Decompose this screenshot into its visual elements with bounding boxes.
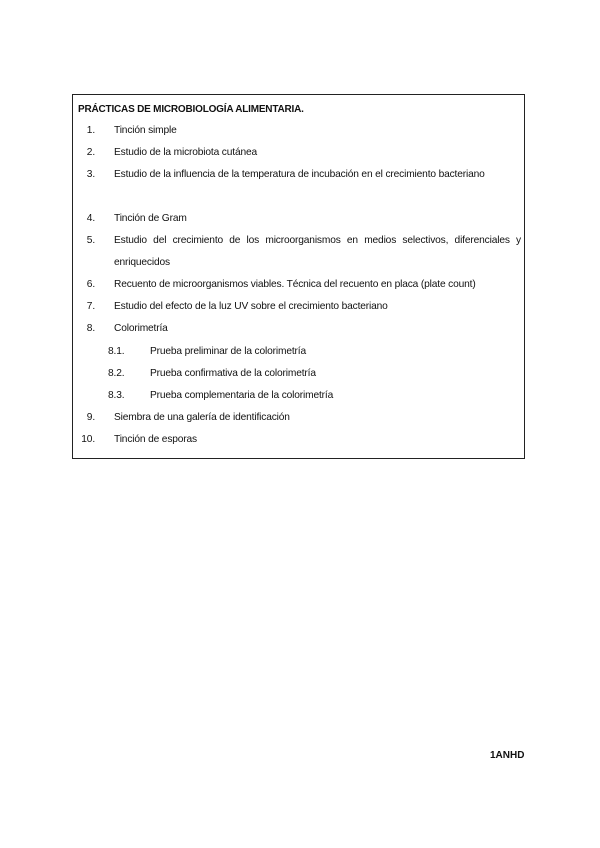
item-text: Colorimetría (114, 323, 168, 334)
item-number: 2. (86, 147, 95, 158)
item-text: Tinción de esporas (114, 434, 197, 445)
item-text: Siembra de una galería de identificación (114, 412, 290, 423)
item-text: Tinción de Gram (114, 213, 187, 224)
item-text: Tinción simple (114, 125, 177, 136)
sub-item-number: 8.2. (108, 368, 125, 379)
sub-item-text: Prueba preliminar de la colorimetría (150, 346, 306, 357)
item-text: Estudio del efecto de la luz UV sobre el crecimiento bacteriano (114, 301, 388, 312)
item-number: 6. (86, 279, 95, 290)
document-title: PRÁCTICAS DE MICROBIOLOGÍA ALIMENTARIA. (78, 104, 304, 115)
item-number: 8. (86, 323, 95, 334)
sub-item-number: 8.3. (108, 390, 125, 401)
item-number: 9. (86, 412, 95, 423)
sub-item-number: 8.1. (108, 346, 125, 357)
item-number: 7. (86, 301, 95, 312)
item-number: 1. (86, 125, 95, 136)
footer-code: 1ANHD (490, 750, 525, 761)
item-text: Recuento de microorganismos viables. Técnica del recuento en placa (plate count) (114, 279, 476, 290)
item-text: Estudio del crecimiento de los microorganismos en medios selectivos, diferenciales y enriquecidos (114, 235, 521, 268)
item-text: Estudio de la influencia de la temperatura de incubación en el crecimiento bacteriano (114, 169, 485, 180)
item-text: Estudio de la microbiota cutánea (114, 147, 258, 158)
practices-box (72, 94, 525, 459)
item-number: 4. (86, 213, 95, 224)
item-number: 10. (81, 434, 95, 445)
item-number: 3. (86, 169, 95, 180)
sub-item-text: Prueba complementaria de la colorimetría (150, 390, 334, 401)
sub-item-text: Prueba confirmativa de la colorimetría (150, 368, 316, 379)
item-number: 5. (86, 235, 95, 246)
